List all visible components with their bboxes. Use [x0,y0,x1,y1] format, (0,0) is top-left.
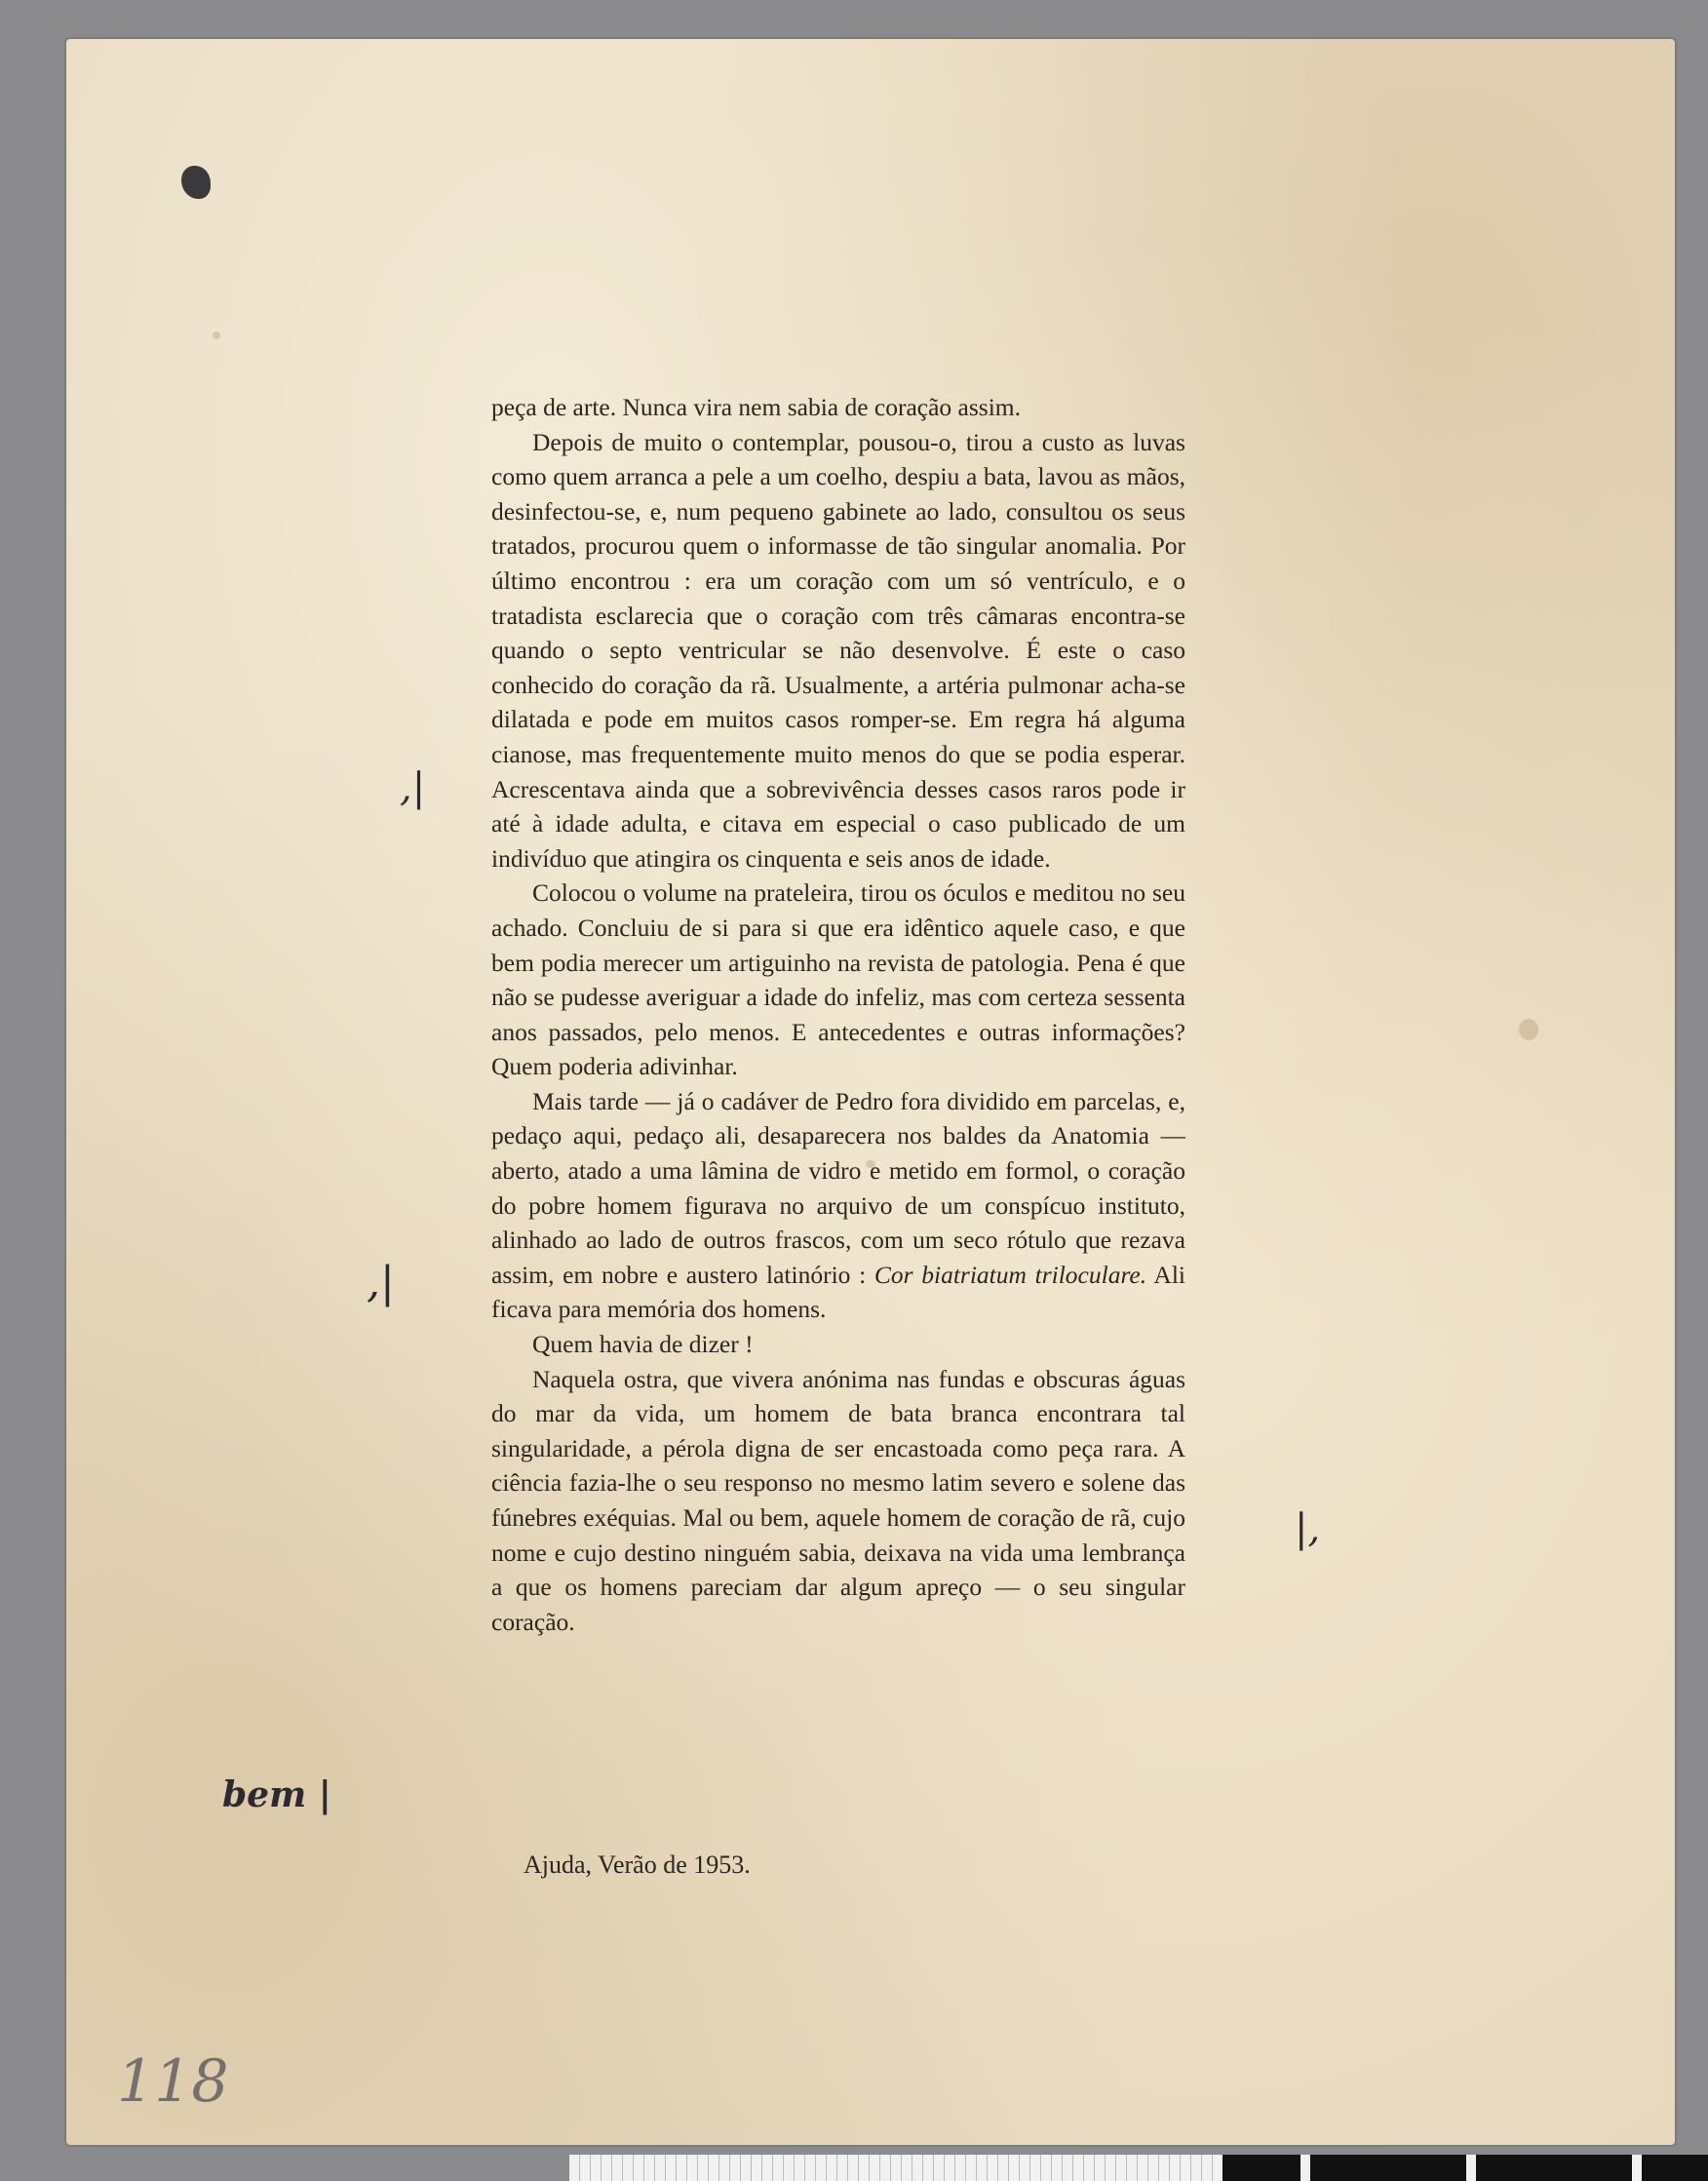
ruler-black-segment [1223,2155,1708,2181]
paragraph-text: Mais tarde — já o cadáver de Pedro fora dividido em parcelas, e, pedaço aqui, pedaço ali, desaparecera nos baldes da Anatomia — aberto, atado a uma lâmina de vidro e metido em formol, o coração do pobre homem figurava no arquivo de um conspícuo instituto, alinhado ao lado de outros frascos, com um seco rótulo que rezava assim, em nobre e austero latinório : [491,1086,1185,1289]
paragraph: Naquela ostra, que vivera anónima nas fundas e obscuras águas do mar da vida, um homem de bata branca encontrara tal singularidade, a pérola digna de ser encastoada como peça rara. A ciência fazia-lhe o seu responso no mesmo latim severo e solene das fúnebres exéquias. Mal ou bem, aquele homem de coração de rã, cujo nome e cujo destino ninguém sabia, deixava na vida uma lembrança a que os homens pareciam dar algum apreço — o seu singular coração. [491,1364,1185,1636]
stain-spot [213,331,220,339]
margin-correction: bem | [222,1774,331,1815]
punch-hole [181,166,211,199]
paragraph-tail: Ali ficava para memória dos homens. [491,1260,1185,1324]
margin-mark: |, [1295,1506,1321,1551]
paragraph: Depois de muito o contemplar, pousou-o, tirou a custo as luvas como quem arranca a pele a um coelho, despiu a bata, lavou as mãos, desinfectou-se, e, num pequeno gabinete ao lado, consultou os seus tratados, procurou quem o informasse de tão singular anomalia. Por último encontrou : era um coração com um só ventrículo, e o tratadista esclarecia que o coração com três câmaras encontra-se quando o septo ventricular se não desenvolve. É este o caso conhecido do coração da rã. Usualmente, a artéria pulmonar acha-se dilatada e pode em muitos casos romper-se. Em regra há alguma cianose, mas frequentemente muito menos do que se podia esperar. Acrescentava ainda que a sobrevivência desses casos raros pode ir até à idade adulta, e citava em especial o caso publicado de um indivíduo que atingira os cinquenta e seis anos de idade. [491,427,1185,873]
stain-spot [1519,1019,1538,1040]
scale-ruler [569,2155,1708,2181]
margin-mark: ,| [400,765,426,810]
signoff: Ajuda, Verão de 1953. [524,1850,751,1879]
body-text [491,390,1185,1639]
paragraph: peça de arte. Nunca vira nem sabia de coração assim. [491,393,1022,421]
paragraph [491,1084,1185,1327]
page-number: 118 [117,2047,229,2116]
margin-mark: ,| [367,1258,395,1307]
paragraph: Colocou o volume na prateleira, tirou os óculos e meditou no seu achado. Concluiu de si para si que era idêntico aquele caso, e que bem podia merecer um artiguinho na revista de patologia. Pena é que não se pudesse averiguar a idade do infeliz, mas com certeza sessenta anos passados, pelo menos. E antecedentes e outras informações? Quem poderia adivinhar. [491,878,1185,1081]
paragraph: Quem havia de dizer ! [532,1330,754,1359]
latin-label: Cor biatriatum triloculare. [873,1260,1147,1289]
